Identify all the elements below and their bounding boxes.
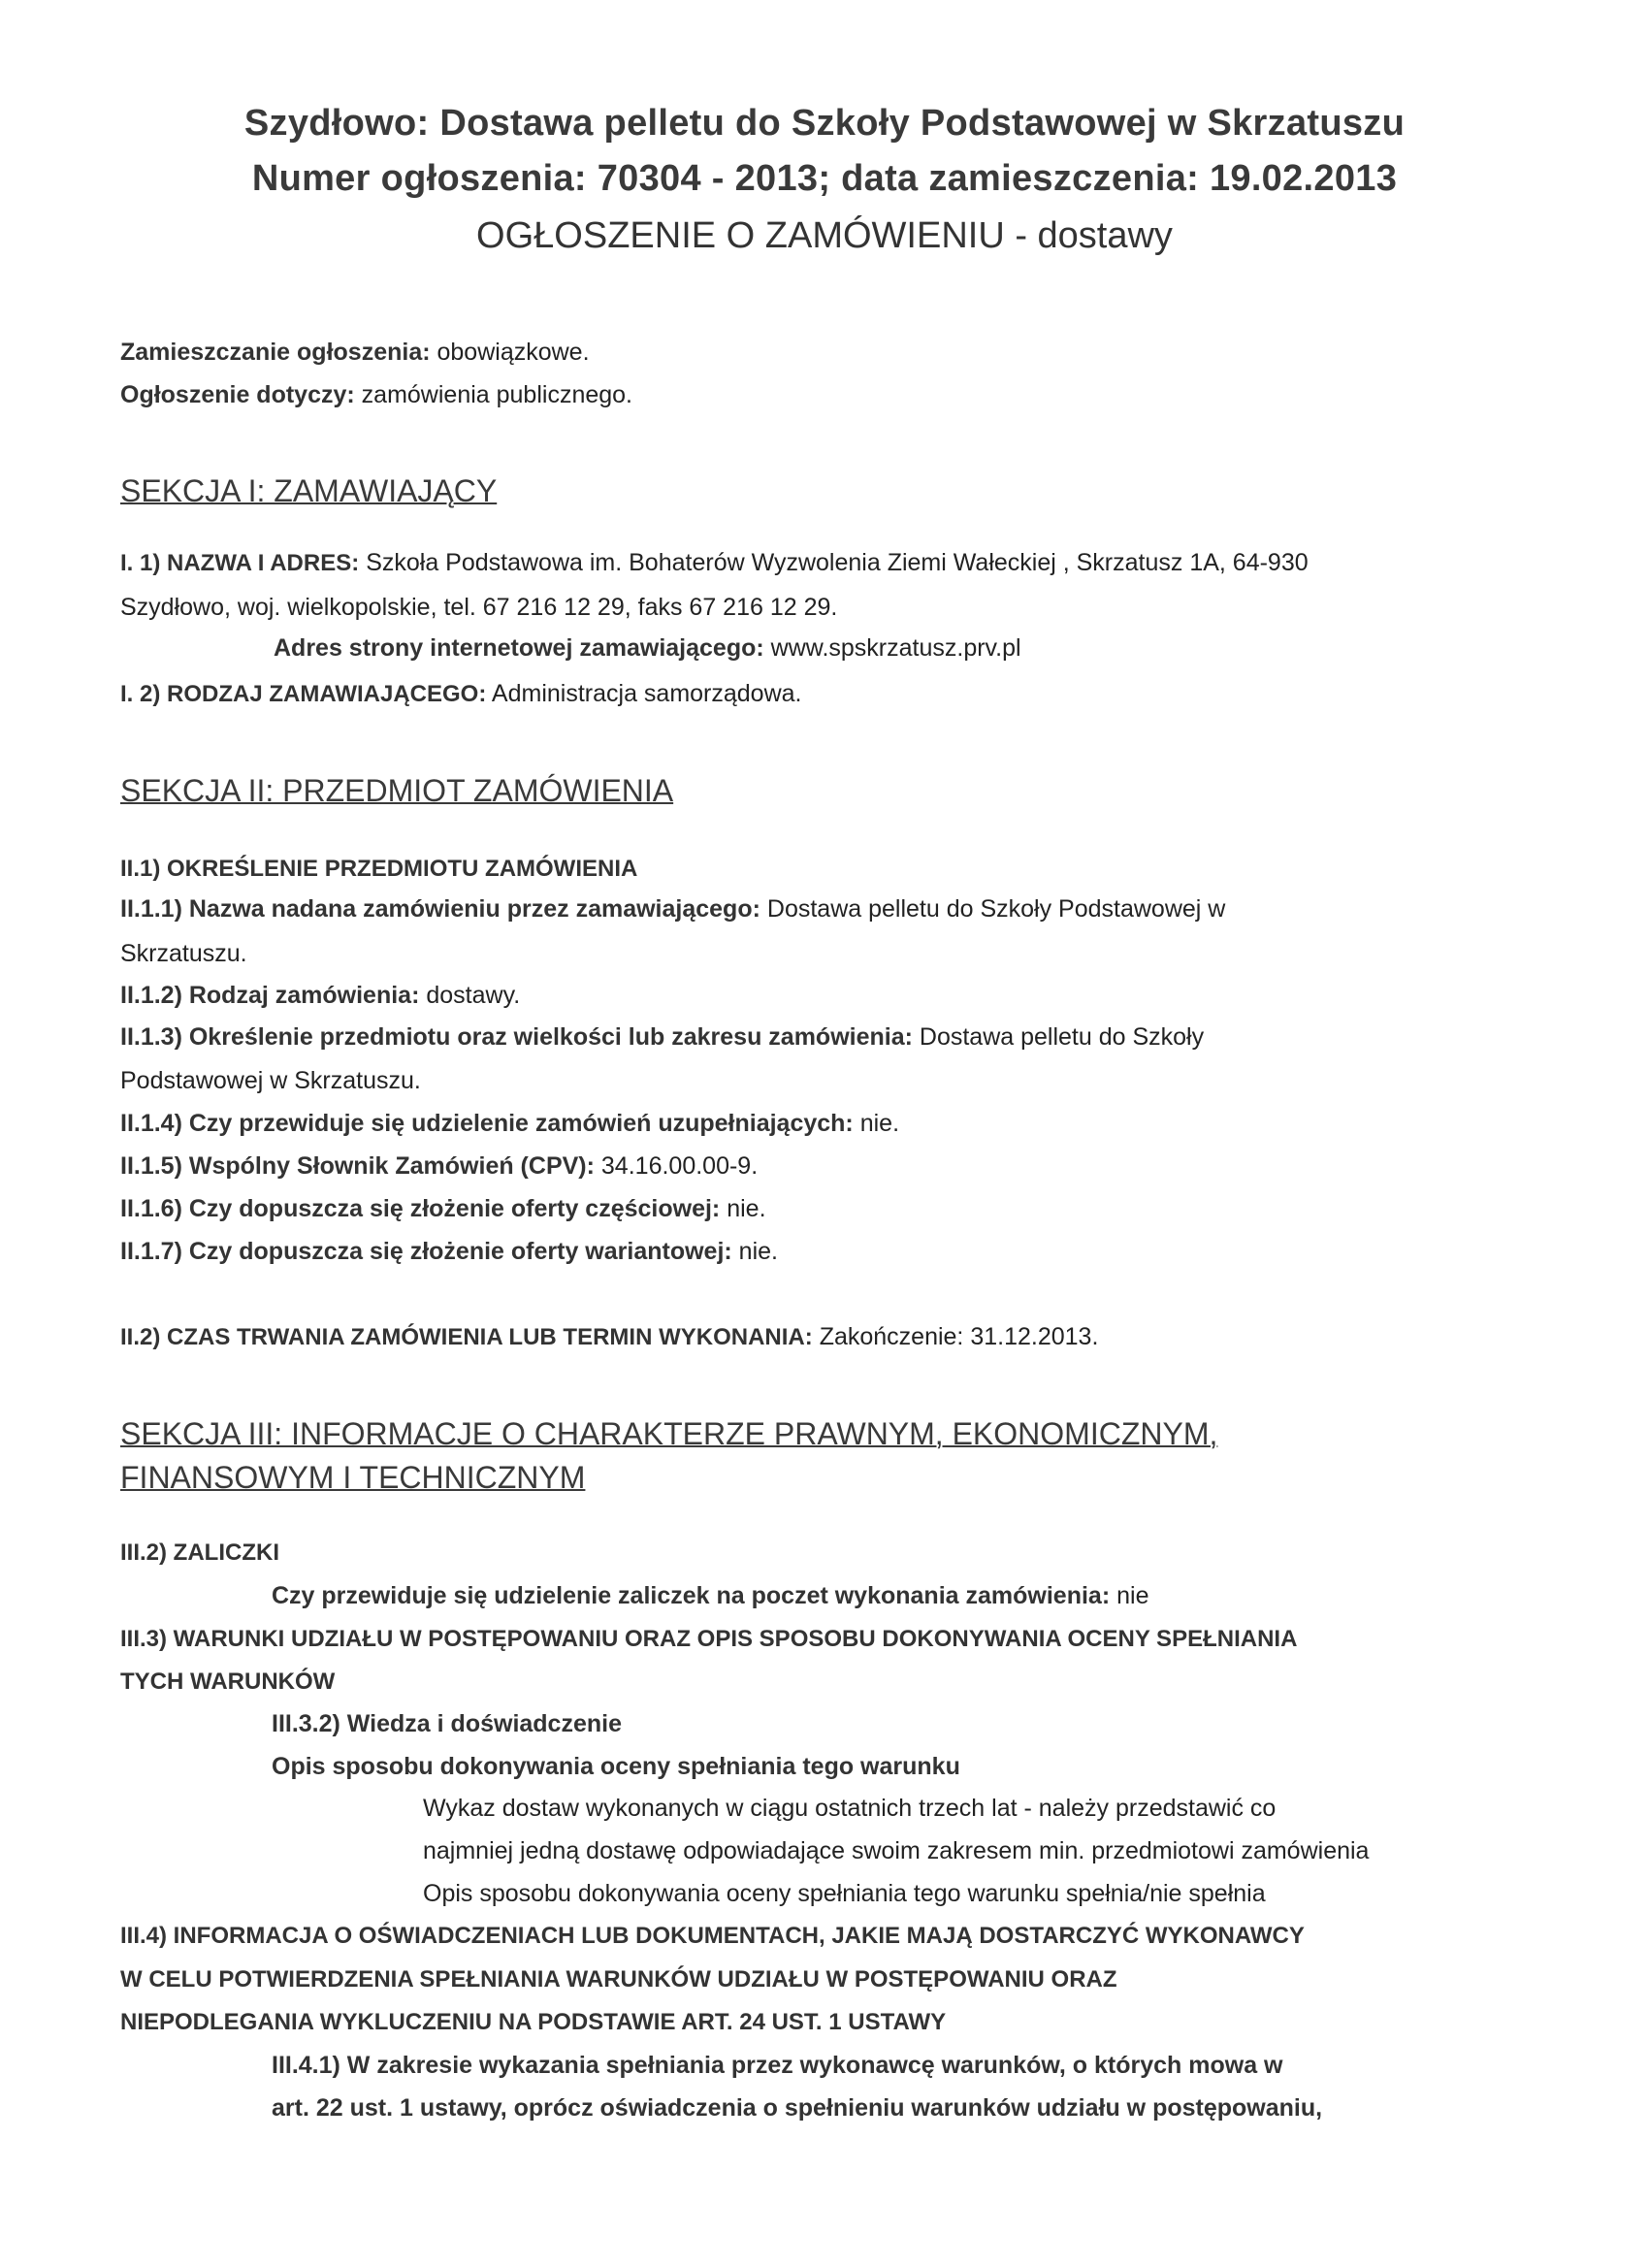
iii4-label-line2: W CELU POTWIERDZENIA SPEŁNIANIA WARUNKÓW UDZIAŁU W POSTĘPOWANIU ORAZ bbox=[120, 1966, 1117, 1993]
section2-heading: SEKCJA II: PRZEDMIOT ZAMÓWIENIA bbox=[120, 773, 674, 808]
website-line bbox=[274, 633, 1021, 663]
i2-line bbox=[120, 679, 802, 709]
iii41-line1 bbox=[272, 2051, 1283, 2080]
iii3-label-line2: TYCH WARUNKÓW bbox=[120, 1669, 336, 1695]
iii32-text3: Opis sposobu dokonywania oceny spełniania tego warunku spełnia/nie spełnia bbox=[423, 1880, 1266, 1907]
iii2-label: III.2) ZALICZKI bbox=[120, 1539, 279, 1566]
iii4-label-line3: NIEPODLEGANIA WYKLUCZENIU NA PODSTAWIE ART. 24 UST. 1 USTAWY bbox=[120, 2009, 947, 2035]
ii112-value: dostawy. bbox=[426, 982, 521, 1009]
i1-value: Szkoła Podstawowa im. Bohaterów Wyzwolenia Ziemi Wałeckiej , Skrzatusz 1A, 64-930 bbox=[366, 549, 1309, 576]
section3-heading-line1: SEKCJA III: INFORMACJE O CHARAKTERZE PRAWNYM, EKONOMICZNYM, bbox=[120, 1416, 1218, 1451]
iii2-question-line bbox=[272, 1581, 1148, 1610]
i1-label: I. 1) NAZWA I ADRES: bbox=[120, 550, 360, 576]
ii113-line bbox=[120, 1022, 1204, 1052]
website-label: Adres strony internetowej zamawiającego: bbox=[274, 634, 764, 662]
posting-label: Zamieszczanie ogłoszenia: bbox=[120, 339, 431, 366]
document-type: OGŁOSZENIE O ZAMÓWIENIU - dostawy bbox=[476, 215, 1173, 256]
iii4-line2 bbox=[120, 1964, 1117, 1994]
ii116-label: II.1.6) Czy dopuszcza się złożenie oferty częściowej: bbox=[120, 1195, 721, 1222]
ii111-label: II.1.1) Nazwa nadana zamówieniu przez zamawiającego: bbox=[120, 895, 760, 923]
concerns-label: Ogłoszenie dotyczy: bbox=[120, 381, 355, 408]
concerns-value: zamówienia publicznego. bbox=[361, 381, 633, 408]
ii2-label: II.2) CZAS TRWANIA ZAMÓWIENIA LUB TERMIN WYKONANIA: bbox=[120, 1324, 813, 1350]
iii41-text-line1: III.4.1) W zakresie wykazania spełniania przez wykonawcę warunków, o których mowa w bbox=[272, 2052, 1283, 2079]
iii32-desc-label bbox=[272, 1752, 960, 1781]
i2-label: I. 2) RODZAJ ZAMAWIAJĄCEGO: bbox=[120, 681, 487, 707]
ii2-line bbox=[120, 1322, 1098, 1352]
iii32-text2: najmniej jedną dostawę odpowiadające swoim zakresem min. przedmiotowi zamówienia bbox=[423, 1837, 1370, 1864]
iii32-text1: Wykaz dostaw wykonanych w ciągu ostatnich trzech lat - należy przedstawić co bbox=[423, 1795, 1277, 1822]
iii2-heading bbox=[120, 1538, 279, 1568]
ii114-label: II.1.4) Czy przewiduje się udzielenie zamówień uzupełniających: bbox=[120, 1110, 854, 1137]
ii114-line bbox=[120, 1109, 899, 1138]
ii113-cont: Podstawowej w Skrzatuszu. bbox=[120, 1067, 421, 1094]
section1-heading: SEKCJA I: ZAMAWIAJĄCY bbox=[120, 473, 498, 508]
ii114-value: nie. bbox=[859, 1110, 900, 1137]
ii117-value: nie. bbox=[738, 1238, 778, 1265]
ii111-cont: Skrzatuszu. bbox=[120, 940, 247, 967]
ii1-label: II.1) OKREŚLENIE PRZEDMIOTU ZAMÓWIENIA bbox=[120, 856, 638, 882]
ii111-line bbox=[120, 894, 1225, 923]
i2-value: Administracja samorządowa. bbox=[491, 680, 802, 707]
iii32-label: III.3.2) Wiedza i doświadczenie bbox=[272, 1710, 622, 1737]
iii32-heading bbox=[272, 1709, 622, 1738]
ii112-line bbox=[120, 981, 520, 1010]
ii115-value: 34.16.00.00-9. bbox=[600, 1152, 759, 1180]
ii116-line bbox=[120, 1194, 766, 1223]
ii113-label: II.1.3) Określenie przedmiotu oraz wielkości lub zakresu zamówienia: bbox=[120, 1023, 913, 1051]
iii3-label-line1: III.3) WARUNKI UDZIAŁU W POSTĘPOWANIU ORAZ OPIS SPOSOBU DOKONYWANIA OCENY SPEŁNIANIA bbox=[120, 1626, 1298, 1652]
iii41-text-line2: art. 22 ust. 1 ustawy, oprócz oświadczenia o spełnieniu warunków udziału w postępowaniu, bbox=[272, 2094, 1323, 2122]
posting-value: obowiązkowe. bbox=[436, 339, 590, 366]
ii111-value: Dostawa pelletu do Szkoły Podstawowej w bbox=[766, 895, 1226, 923]
iii2-question-label: Czy przewiduje się udzielenie zaliczek na poczet wykonania zamówienia: bbox=[272, 1582, 1111, 1609]
iii4-line1 bbox=[120, 1921, 1305, 1951]
iii3-line1 bbox=[120, 1624, 1297, 1654]
posting-line bbox=[120, 338, 590, 367]
ii115-line bbox=[120, 1151, 758, 1181]
iii4-label-line1: III.4) INFORMACJA O OŚWIADCZENIACH LUB DOKUMENTACH, JAKIE MAJĄ DOSTARCZYĆ WYKONAWCY bbox=[120, 1923, 1305, 1949]
i1-line-cont: Szydłowo, woj. wielkopolskie, tel. 67 216 12 29, faks 67 216 12 29. bbox=[120, 594, 838, 621]
i1-line bbox=[120, 548, 1309, 578]
iii41-line2 bbox=[272, 2093, 1322, 2122]
iii4-line3 bbox=[120, 2007, 946, 2037]
ii112-label: II.1.2) Rodzaj zamówienia: bbox=[120, 982, 420, 1009]
ii117-label: II.1.7) Czy dopuszcza się złożenie oferty wariantowej: bbox=[120, 1238, 732, 1265]
website-value: www.spskrzatusz.prv.pl bbox=[770, 634, 1021, 662]
section3-heading-line2: FINANSOWYM I TECHNICZNYM bbox=[120, 1460, 586, 1495]
ii115-label: II.1.5) Wspólny Słownik Zamówień (CPV): bbox=[120, 1152, 595, 1180]
ii1-heading bbox=[120, 854, 637, 884]
iii2-question-value: nie bbox=[1116, 1582, 1149, 1609]
iii32-desc-text: Opis sposobu dokonywania oceny spełniania tego warunku bbox=[272, 1753, 960, 1780]
ii117-line bbox=[120, 1237, 778, 1266]
ii113-value: Dostawa pelletu do Szkoły bbox=[919, 1023, 1205, 1051]
ii116-value: nie. bbox=[727, 1195, 766, 1222]
ii2-value: Zakończenie: 31.12.2013. bbox=[819, 1323, 1099, 1350]
concerns-line bbox=[120, 380, 632, 409]
iii3-line2 bbox=[120, 1667, 335, 1697]
announcement-number: Numer ogłoszenia: 70304 - 2013; data zamieszczenia: 19.02.2013 bbox=[251, 158, 1398, 199]
document-title: Szydłowo: Dostawa pelletu do Szkoły Podstawowej w Skrzatuszu bbox=[243, 103, 1406, 144]
